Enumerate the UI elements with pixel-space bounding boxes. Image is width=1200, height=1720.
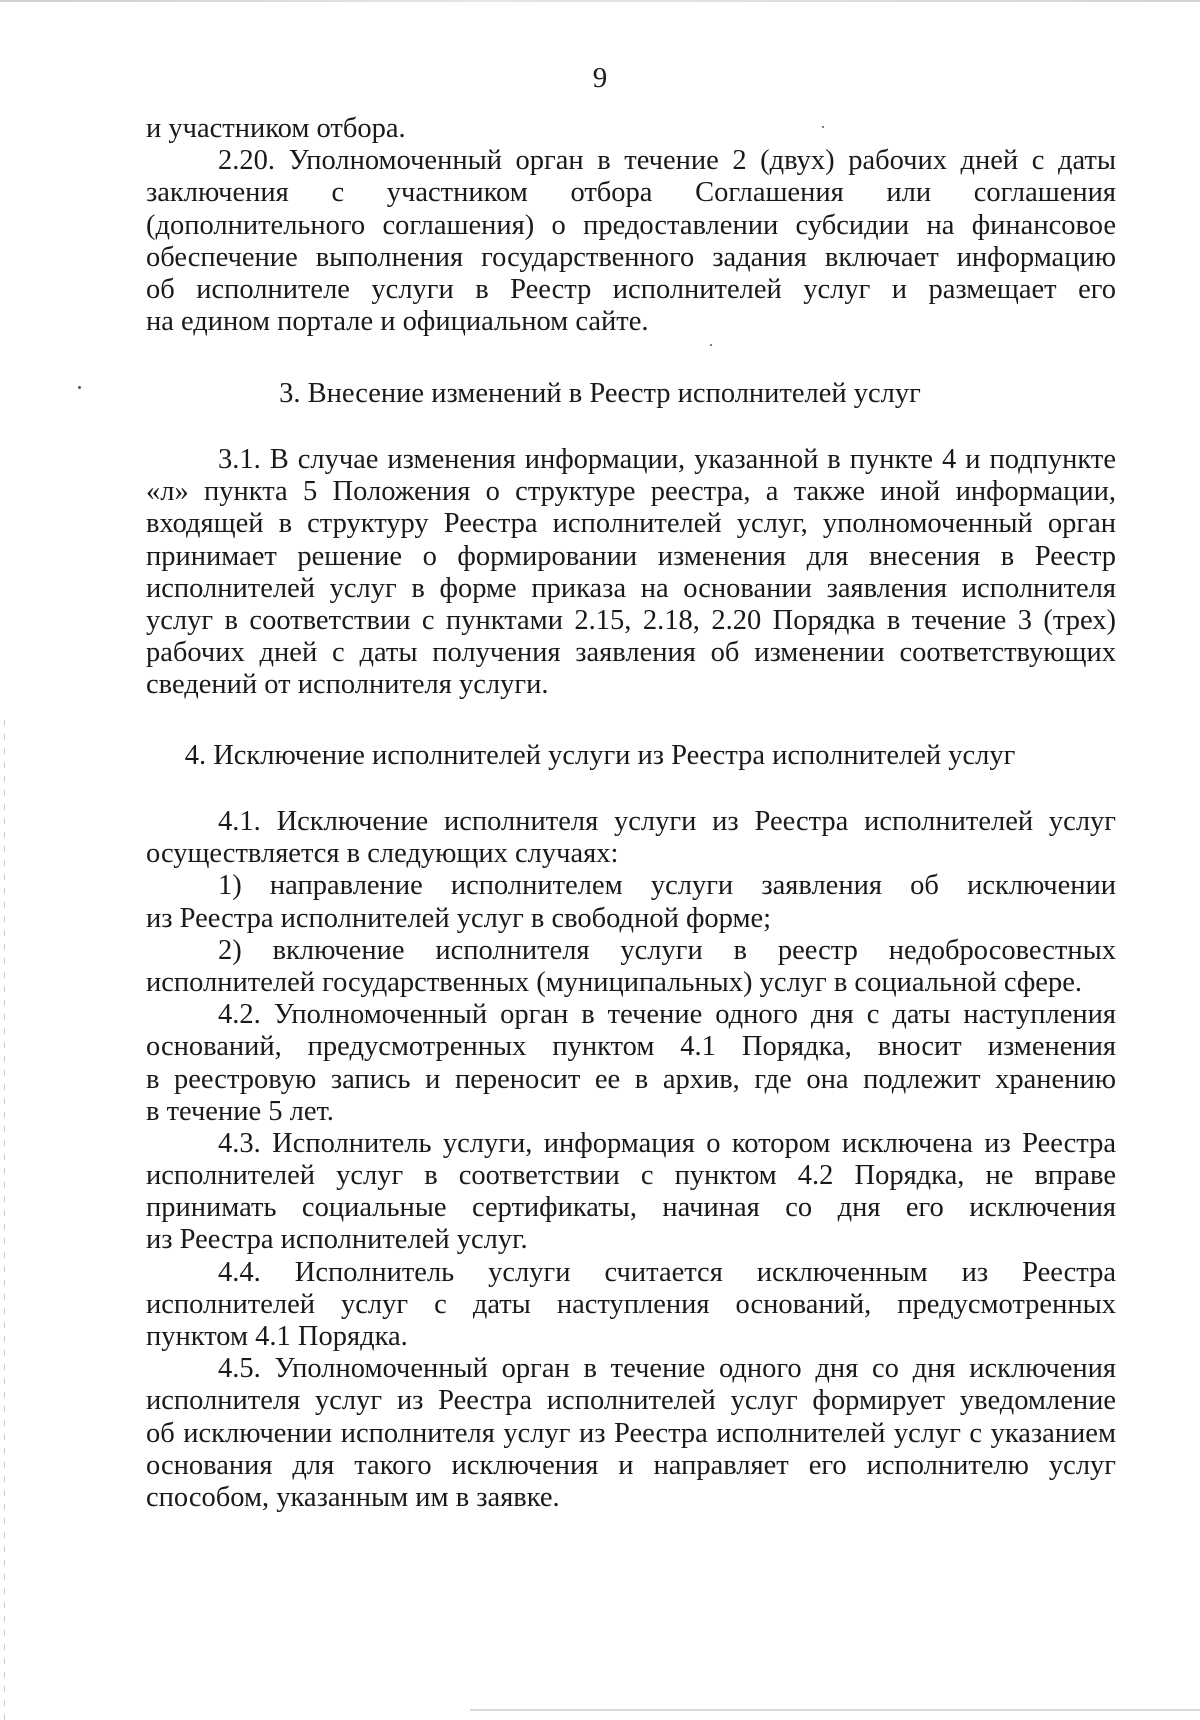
paragraph-3-1-line: принимает решение о формировании изменения для внесения в Реестр: [146, 540, 1116, 572]
paragraph-4-3-line: 4.3. Исполнитель услуги, информация о котором исключена из Реестра: [218, 1127, 1116, 1159]
paragraph-4-1-line: 4.1. Исключение исполнителя услуги из Реестра исполнителей услуг: [218, 806, 1116, 837]
text-line: и участником отбора.: [146, 113, 406, 144]
paragraph-2-20-line: об исполнителе услуги в Реестр исполнителей услуг и размещает его: [146, 273, 1116, 305]
section-3-body: [146, 444, 1116, 702]
scan-speck: [710, 344, 712, 346]
page-number: 9: [592, 62, 608, 94]
paragraph-4-4-line: исполнителей услуг с даты наступления оснований, предусмотренных: [146, 1288, 1116, 1320]
paragraph-2-20-line: заключения с участником отбора Соглашения или соглашения: [146, 177, 1116, 209]
paragraph-4-5-line: об исключении исполнителя услуг из Реестра исполнителей услуг с указанием: [146, 1417, 1116, 1449]
paragraph-3-1-line: входящей в структуру Реестра исполнителей услуг, уполномоченный орган: [146, 508, 1116, 540]
paragraph-4-3-line: принимать социальные сертификаты, начиная со дня его исключения: [146, 1192, 1116, 1224]
section-2-end: [146, 113, 1116, 338]
list-item-1-line: из Реестра исполнителей услуг в свободной форме;: [146, 902, 772, 934]
paragraph-4-5-line: 4.5. Уполномоченный орган в течение одного дня со дня исключения: [218, 1353, 1116, 1385]
paragraph-3-1-line: «л» пункта 5 Положения о структуре реестра, а также иной информации,: [146, 476, 1116, 508]
scan-margin-artifact: [4, 720, 5, 1720]
paragraph-4-3-line: исполнителей услуг в соответствии с пунктом 4.2 Порядка, не вправе: [146, 1160, 1116, 1192]
paragraph-4-2-line: оснований, предусмотренных пунктом 4.1 Порядка, вносит изменения: [146, 1031, 1116, 1063]
paragraph-4-4-line: 4.4. Исполнитель услуги считается исключенным из Реестра: [218, 1256, 1116, 1288]
paragraph-3-1-line: услуг в соответствии с пунктами 2.15, 2.18, 2.20 Порядка в течение 3 (трех): [146, 604, 1116, 636]
paragraph-4-5-line: основания для такого исключения и направляет его исполнителю услуг: [146, 1449, 1116, 1481]
list-item-2-line: исполнителей государственных (муниципальных) услуг в социальной сфере.: [146, 966, 1082, 998]
paragraph-2-20-line: (дополнительного соглашения) о предоставлении субсидии на финансовое: [146, 209, 1116, 241]
paragraph-4-1-line: осуществляется в следующих случаях:: [146, 838, 619, 870]
paragraph-3-1-line: сведений от исполнителя услуги.: [146, 669, 549, 701]
section-3-heading: 3. Внесение изменений в Реестр исполнителей услуг: [279, 378, 921, 409]
paragraph-4-4-line: пунктом 4.1 Порядка.: [146, 1321, 408, 1352]
section-4-heading: 4. Исключение исполнителей услуги из Реестра исполнителей услуг: [184, 740, 1016, 771]
scan-edge-top: [0, 0, 1200, 2]
paragraph-3-1-line: 3.1. В случае изменения информации, указанной в пункте 4 и подпункте: [218, 444, 1116, 475]
paragraph-4-5-line: исполнителя услуг из Реестра исполнителей услуг формирует уведомление: [146, 1385, 1116, 1417]
paragraph-2-20-line: обеспечение выполнения государственного задания включает информацию: [146, 241, 1116, 273]
paragraph-4-2-line: 4.2. Уполномоченный орган в течение одного дня с даты наступления: [218, 999, 1116, 1031]
section-4-body: [146, 806, 1116, 1514]
list-item-2-line: 2) включение исполнителя услуги в реестр недобросовестных: [218, 934, 1116, 966]
list-item-1-line: 1) направление исполнителем услуги заявления об исключении: [218, 870, 1116, 902]
paragraph-3-1-line: рабочих дней с даты получения заявления об изменении соответствующих: [146, 637, 1116, 669]
paragraph-2-20-line: на едином портале и официальном сайте.: [146, 306, 649, 338]
paragraph-2-20-line: 2.20. Уполномоченный орган в течение 2 (двух) рабочих дней с даты: [218, 145, 1116, 177]
scan-edge-bottom: [470, 1709, 1200, 1711]
paragraph-4-2-line: в течение 5 лет.: [146, 1095, 334, 1127]
paragraph-4-3-line: из Реестра исполнителей услуг.: [146, 1224, 528, 1256]
paragraph-4-2-line: в реестровую запись и переносит ее в архив, где она подлежит хранению: [146, 1063, 1116, 1095]
paragraph-3-1-line: исполнителей услуг в форме приказа на основании заявления исполнителя: [146, 572, 1116, 604]
paragraph-4-5-line: способом, указанным им в заявке.: [146, 1481, 560, 1513]
